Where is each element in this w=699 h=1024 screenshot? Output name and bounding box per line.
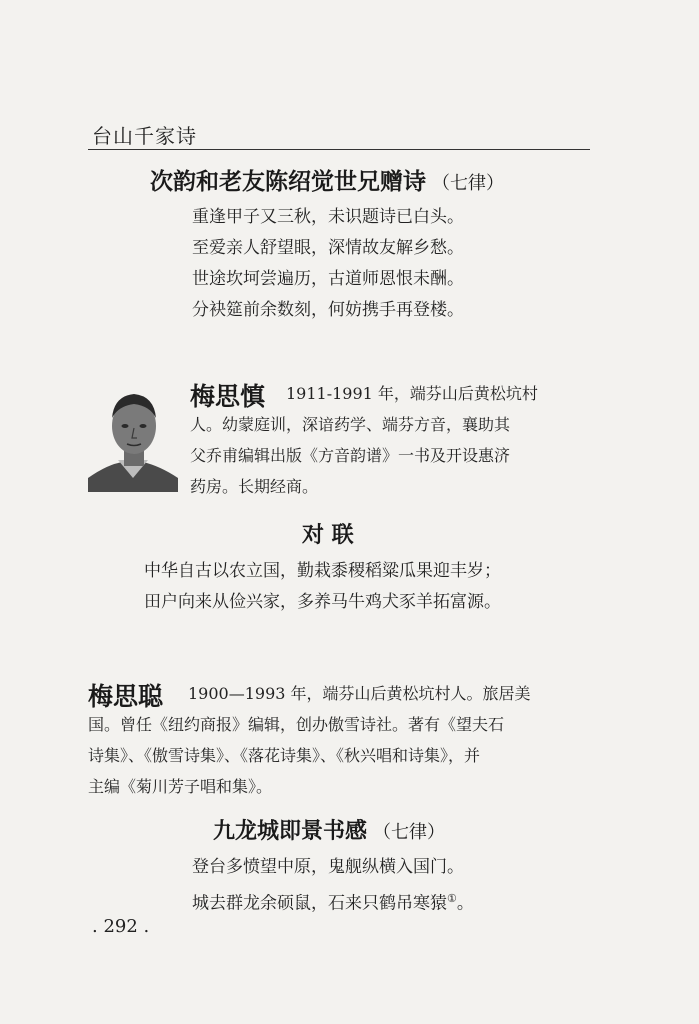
poem-title (150, 163, 504, 196)
author-portrait (88, 382, 178, 492)
verse-line: 至爱亲人舒望眼，深情故友解乡愁。 (192, 238, 464, 258)
poem-title-text: 次韵和老友陈绍觉世兄赠诗 (150, 169, 426, 195)
bio-line: 父乔甫编辑出版《方音韵谱》一书及开设惠济 (190, 446, 511, 465)
running-head: 台山千家诗 (92, 124, 197, 148)
bio-line: 主编《菊川芳子唱和集》。 (88, 777, 273, 796)
author-bio (190, 378, 590, 502)
verse-line-end: 。 (456, 893, 474, 914)
couplet-title: 对 联 (302, 523, 354, 548)
verse-line: 田户向来从俭兴家，多养马牛鸡犬豕羊拓富源。 (144, 592, 501, 612)
author-bio (88, 678, 590, 802)
poem-title-text: 九龙城即景书感 (213, 819, 368, 844)
verse-line: 登台多愤望中原，鬼舰纵横入国门。 (192, 857, 464, 877)
header-rule (88, 149, 590, 150)
bio-line: 1900—1993 年，端芬山后黄松坑村人。旅居美 (188, 684, 531, 703)
verse-line: 世途坎坷尝遍历，古道师恩恨未酬。 (192, 269, 464, 289)
couplet-verse (144, 556, 501, 618)
bio-line: 诗集》、《傲雪诗集》、《落花诗集》、《秋兴唱和诗集》，并 (88, 746, 481, 765)
poem-form: （七律） (373, 822, 446, 843)
verse-line-text: 城去群龙余硕鼠，石来只鹤吊寒猿 (192, 893, 447, 914)
poem-verse (192, 852, 474, 914)
author-name: 梅思慎 (190, 382, 266, 411)
bio-line: 国。曾任《纽约商报》编辑，创办傲雪诗社。著有《望夫石 (88, 715, 505, 734)
bio-line: 药房。长期经商。 (190, 477, 319, 496)
bio-line: 1911-1991 年，端芬山后黄松坑村 (286, 384, 538, 403)
footnote-marker: ① (447, 892, 457, 905)
page-number: . 292 . (92, 916, 150, 937)
verse-line: 分袂筵前余数刻，何妨携手再登楼。 (192, 300, 464, 320)
author-name: 梅思聪 (88, 682, 164, 711)
verse-line (192, 883, 474, 914)
verse-line: 重逢甲子又三秋，未识题诗已白头。 (192, 207, 464, 227)
poem-title (213, 814, 445, 845)
verse-line: 中华自古以农立国，勤栽黍稷稻粱瓜果迎丰岁； (144, 561, 501, 581)
poem-form: （七律） (432, 173, 504, 194)
poem-verse (192, 202, 464, 326)
bio-line: 人。幼蒙庭训，深谙药学、端芬方音，襄助其 (190, 415, 511, 434)
